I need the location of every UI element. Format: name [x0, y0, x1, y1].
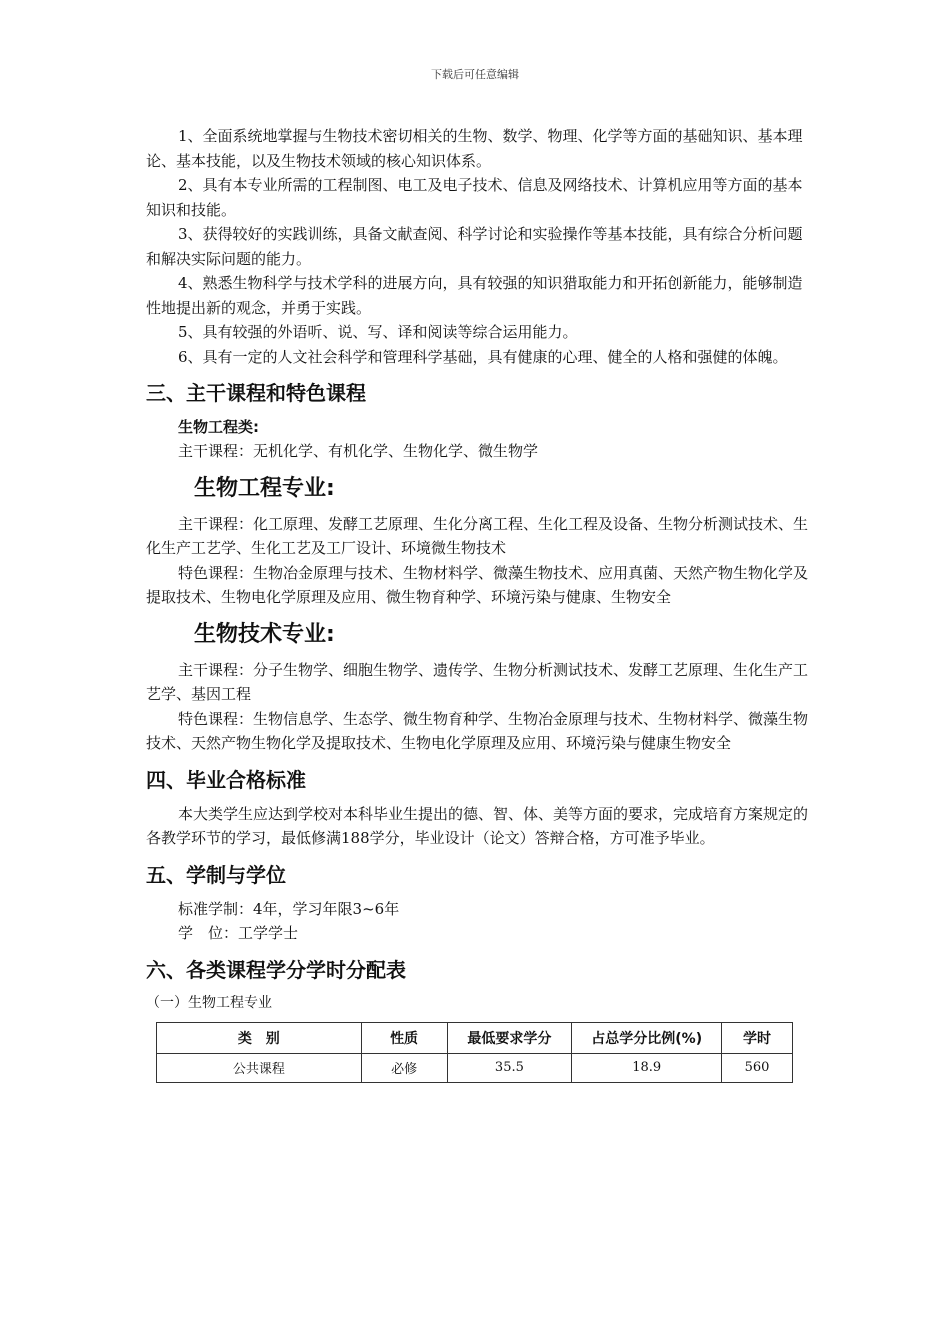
section6-heading: 六、各类课程学分学时分配表 [146, 957, 406, 982]
cell-nature: 必修 [361, 1053, 447, 1082]
section3-heading: 三、主干课程和特色课程 [146, 381, 366, 405]
graduation-standard: 本大类学生应达到学校对本科毕业生提出的德、智、体、美等方面的要求，完成培育方案规定的各教学环节的学习，最低修满188学分，毕业设计（论文）答辩合格，方可准予毕业。 [146, 804, 809, 847]
goal-2: 2、具有本专业所需的工程制图、电工及电子技术、信息及网络技术、计算机应用等方面的基本知识和技能。 [146, 176, 803, 219]
cell-hours: 560 [722, 1053, 793, 1082]
table-header-row [157, 1022, 793, 1053]
section4-heading: 四、毕业合格标准 [146, 767, 306, 792]
major2-heading: 生物技术专业: [194, 621, 335, 647]
cell-min-credits: 35.5 [447, 1053, 572, 1082]
category-label: 生物工程类: [178, 418, 259, 436]
major1-feature-courses: 特色课程：生物冶金原理与技术、生物材料学、微藻生物技术、应用真菌、天然产物生物化学及提取技术、生物电化学原理及应用、微生物育种学、环境污染与健康、生物安全 [146, 563, 809, 606]
cell-category: 公共课程 [157, 1053, 362, 1082]
header-min-credits: 最低要求学分 [447, 1022, 572, 1053]
goal-3: 3、获得较好的实践训练，具备文献查阅、科学讨论和实验操作等基本技能，具有综合分析问题和解决实际问题的能力。 [146, 225, 803, 268]
major1-main-courses: 主干课程：化工原理、发酵工艺原理、生化分离工程、生化工程及设备、生物分析测试技术、生化生产工艺学、生化工艺及工厂设计、环境微生物技术 [146, 514, 809, 557]
page-header: 下载后可任意编辑 [431, 68, 519, 81]
cell-credit-ratio: 18.9 [572, 1053, 722, 1082]
header-category: 类 别 [157, 1022, 362, 1053]
degree: 学 位：工学学士 [178, 924, 299, 942]
credit-table [156, 1022, 793, 1083]
table-subtitle: （一）生物工程专业 [146, 994, 272, 1011]
table-row [157, 1053, 793, 1082]
major2-feature-courses: 特色课程：生物信息学、生态学、微生物育种学、生物冶金原理与技术、生物材料学、微藻生物技术、天然产物生物化学及提取技术、生物电化学原理及应用、环境污染与健康生物安全 [146, 709, 809, 752]
major2-main-courses: 主干课程：分子生物学、细胞生物学、遗传学、生物分析测试技术、发酵工艺原理、生化生产工艺学、基因工程 [146, 660, 809, 703]
section5-heading: 五、学制与学位 [146, 862, 286, 887]
category-courses: 主干课程：无机化学、有机化学、生物化学、微生物学 [178, 442, 539, 460]
header-credit-ratio: 占总学分比例(%) [572, 1022, 722, 1053]
goal-1: 1、全面系统地掌握与生物技术密切相关的生物、数学、物理、化学等方面的基础知识、基本理论、基本技能，以及生物技术领域的核心知识体系。 [146, 127, 803, 170]
goal-6: 6、具有一定的人文社会科学和管理科学基础，具有健康的心理、健全的人格和强健的体魄。 [178, 347, 788, 366]
goal-5: 5、具有较强的外语听、说、写、译和阅读等综合运用能力。 [178, 323, 578, 341]
study-duration: 标准学制：4年，学习年限3~6年 [178, 899, 400, 918]
header-nature: 性质 [361, 1022, 447, 1053]
header-hours: 学时 [722, 1022, 793, 1053]
major1-heading: 生物工程专业: [194, 475, 335, 501]
goal-4: 4、熟悉生物科学与技术学科的进展方向，具有较强的知识猎取能力和开拓创新能力，能够制造性地提出新的观念，并勇于实践。 [146, 274, 803, 317]
document-body [146, 124, 810, 1083]
